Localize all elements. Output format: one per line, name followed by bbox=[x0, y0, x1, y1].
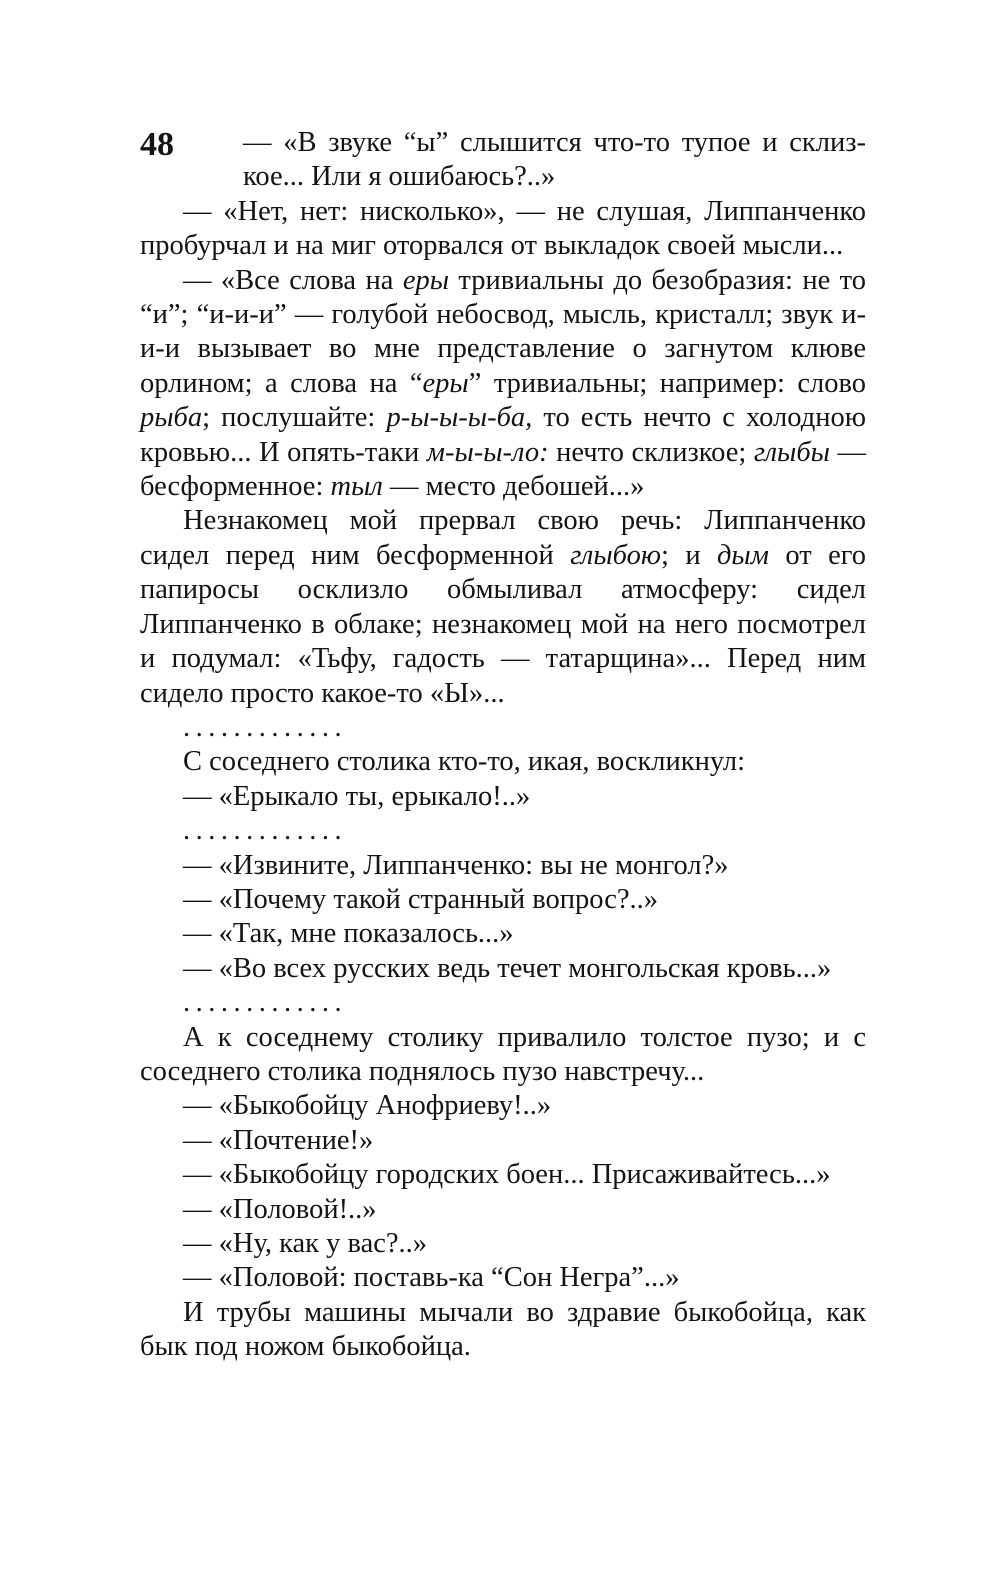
text-run: нечто склизкое; bbox=[548, 436, 754, 468]
text-run: — место дебошей...» bbox=[382, 471, 645, 503]
text-run: ” тривиальны; например: слово bbox=[468, 367, 866, 399]
paragraph-18: И трубы машины мычали во здравие быкобойца, как бык под ножом быкобойца. bbox=[140, 1296, 866, 1363]
dotted-separator: ............. bbox=[183, 987, 348, 1019]
paragraph-11: А к соседнему столику привалило толстое пузо; и с соседнего столика поднялось пузо навстречу... bbox=[140, 1021, 866, 1087]
text-run: ; послушайте: bbox=[202, 402, 387, 434]
italic-word: еры bbox=[422, 367, 469, 399]
text-run: — бесформенное: bbox=[140, 436, 866, 503]
italic-word: р-ы-ы-ы-ба, bbox=[386, 402, 533, 434]
page-number: 48 bbox=[140, 126, 174, 163]
text-run: Незнакомец мой прервал свою речь: Липпанченко сидел перед ним бесформенной bbox=[140, 505, 866, 571]
text-run: тривиальны до безобразия: не то “и”; “и-и-и” — голубой небосвод, мысль, кристалл; звук и-и-и вызывает во мне представление о загнутом клюве орлином; а слова на “ bbox=[140, 264, 866, 399]
italic-word: еры bbox=[402, 264, 450, 296]
italic-word: тыл bbox=[330, 471, 383, 503]
paragraph-4 bbox=[140, 504, 866, 710]
italic-word: глыбою bbox=[570, 539, 661, 571]
italic-word: дым bbox=[717, 539, 769, 571]
paragraph-3 bbox=[140, 264, 866, 505]
paragraph-5: С соседнего столика кто-то, икая, воскликнул: bbox=[183, 746, 746, 778]
dotted-separator: ............. bbox=[183, 711, 348, 743]
dialogue-line: — «Почтение!» bbox=[183, 1124, 374, 1156]
dotted-separator: ............. bbox=[183, 815, 348, 847]
dialogue-line: — «Быкобойцу городских боен... Присаживайтесь...» bbox=[183, 1159, 831, 1191]
italic-word: глыбы bbox=[753, 436, 830, 468]
page-text bbox=[140, 126, 866, 1365]
dialogue-line: — «Половой!..» bbox=[183, 1193, 377, 1225]
dialogue-line: — «Так, мне показалось...» bbox=[183, 918, 514, 950]
dialogue-line: — «Быкобойцу Анофриеву!..» bbox=[183, 1090, 552, 1122]
text-run: от его папиросы осклизло обмыливал атмосферу: сидел Липпанченко в облаке; незнакомец мой на него посмотрел и подумал: «Тьфу, гадость — татарщина»... Перед ним сидело просто какое-то «Ы»... bbox=[140, 539, 867, 709]
text-run: то есть нечто с холодною кровью... И опять-таки bbox=[140, 402, 867, 468]
dialogue-line: — «Почему такой странный вопрос?..» bbox=[183, 883, 658, 915]
paragraph-2: — «Нет, нет: нисколько», — не слушая, Липпанченко пробурчал и на миг оторвался от выкладок своей мысли... bbox=[140, 195, 866, 262]
dialogue-line: — «Во всех русских ведь течет монгольская кровь...» bbox=[183, 952, 832, 984]
italic-word: м-ы-ы-ло: bbox=[426, 436, 549, 468]
italic-word: рыба bbox=[140, 402, 203, 434]
dialogue-line: — «Половой: поставь-ка “Сон Негра”...» bbox=[183, 1262, 680, 1294]
dialogue-line: — «Извините, Липпанченко: вы не монгол?» bbox=[183, 849, 729, 881]
text-run: — «Все слова на bbox=[183, 264, 403, 296]
dialogue-line: — «Ерыкало ты, ерыкало!..» bbox=[183, 780, 531, 812]
dialogue-line: — «Ну, как у вас?..» bbox=[183, 1228, 428, 1259]
text-run: ; и bbox=[660, 539, 718, 571]
paragraph-1: — «В звуке “ы” слышится что-то тупое и склиз-кое... Или я ошибаюсь?..» bbox=[243, 127, 866, 193]
